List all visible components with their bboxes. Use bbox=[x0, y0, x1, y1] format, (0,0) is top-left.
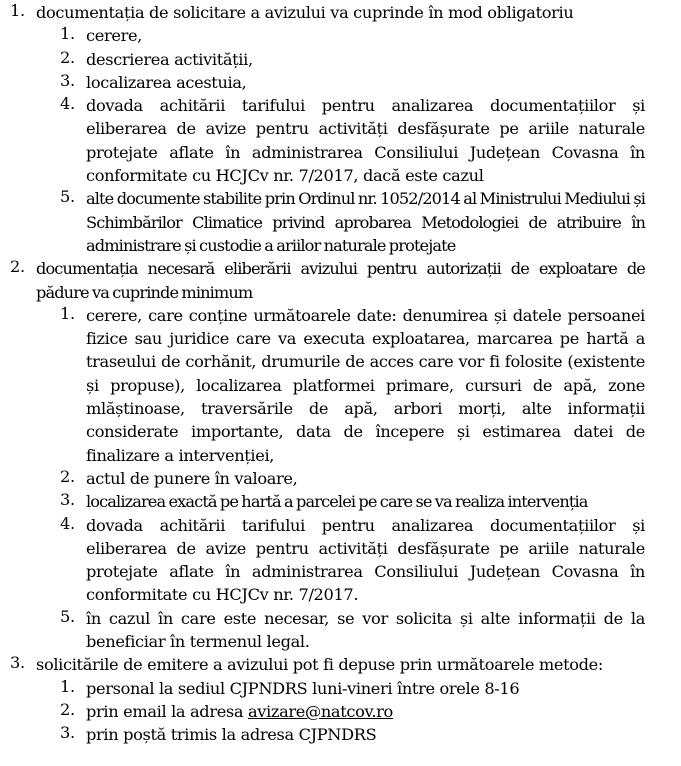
list-item bbox=[60, 490, 645, 513]
list-item bbox=[60, 676, 645, 700]
list-item bbox=[60, 24, 645, 47]
sub-list bbox=[60, 303, 645, 653]
section-text: solicitările de emitere a avizului pot fi depuse prin următoarele metode: bbox=[36, 655, 604, 675]
item-text: descrierea activității, bbox=[86, 49, 253, 69]
item-number: 2. bbox=[60, 699, 75, 719]
list-item bbox=[60, 699, 645, 723]
section-text: documentația de solicitare a avizului va cuprinde în mod obligatoriu bbox=[36, 3, 574, 22]
item-text: dovada achitării tarifului pentru analizarea documentațiilor și eliberarea de avize pentru activități desfășurate pe ariile naturale protejate aflate în administrarea Consiliului Județean Covasna în conformitate cu HCJCv nr. 7/2017. bbox=[86, 515, 645, 605]
item-number: 4. bbox=[60, 94, 75, 114]
sub-list bbox=[60, 676, 645, 747]
section-number: 1. bbox=[10, 1, 25, 20]
list-item bbox=[60, 513, 645, 607]
list-item bbox=[60, 70, 645, 94]
section-1 bbox=[0, 1, 645, 257]
email-link[interactable]: avizare@natcov.ro bbox=[248, 701, 393, 721]
item-number: 1. bbox=[60, 24, 75, 44]
item-text: localizarea exactă pe hartă a parcelei pe care se va realiza intervenția bbox=[86, 492, 588, 512]
item-number: 5. bbox=[60, 606, 75, 626]
email-prefix-text: prin email la adresa bbox=[86, 701, 248, 721]
list-item bbox=[60, 47, 645, 71]
item-text bbox=[86, 700, 645, 723]
item-number: 1. bbox=[60, 303, 75, 323]
section-3 bbox=[0, 653, 645, 746]
item-number: 1. bbox=[60, 676, 75, 696]
item-text: personal la sediul CJPNDRS luni-vineri între orele 8-16 bbox=[86, 678, 520, 698]
list-item bbox=[60, 466, 645, 490]
section-number: 2. bbox=[10, 257, 25, 277]
section-text: documentația necesară eliberării avizului pentru autorizații de exploatare de pădure va cuprinde minimum bbox=[36, 259, 645, 302]
list-item bbox=[60, 303, 645, 467]
list-item bbox=[60, 723, 645, 746]
item-number: 2. bbox=[60, 47, 75, 67]
section-number: 3. bbox=[10, 653, 25, 673]
section-2 bbox=[0, 257, 645, 653]
list-item bbox=[60, 187, 645, 257]
item-number: 3. bbox=[60, 723, 75, 743]
item-text: prin poștă trimis la adresa CJPNDRS bbox=[86, 725, 377, 745]
list-item bbox=[60, 606, 645, 654]
item-text: actul de punere în valoare, bbox=[86, 468, 298, 488]
item-text: în cazul în care este necesar, se vor solicita și alte informații de la beneficiar în termenul legal. bbox=[86, 608, 645, 652]
item-text: dovada achitării tarifului pentru analizarea documentațiilor și eliberarea de avize pentru activități desfășurate pe ariile naturale protejate aflate în administrarea Consiliului Județean Covasna în conformitate cu HCJCv nr. 7/2017, dacă este cazul bbox=[86, 96, 645, 186]
item-number: 5. bbox=[60, 187, 75, 207]
item-text: localizarea acestuia, bbox=[86, 72, 247, 92]
item-number: 3. bbox=[60, 490, 75, 510]
item-text: cerere, bbox=[86, 26, 142, 46]
sub-list bbox=[60, 24, 645, 257]
main-list bbox=[0, 1, 681, 747]
item-text: cerere, care conține următoarele date: denumirea și datele persoanei fizice sau juridice care va executa exploatarea, marcarea pe hartă a traseului de corhănit, drumurile de acces care vor fi folosite (existente și propuse), localizarea platformei primare, cursuri de apă, zone mlăștinoase, traversările de apă, arbori morți, alte informații considerate importante, data de începere și estimarea datei de finalizare a intervenției, bbox=[86, 305, 645, 465]
item-text: alte documente stabilite prin Ordinul nr. 1052/2014 al Ministrului Mediului și Schimbărilor Climatice privind aprobarea Metodologiei de atribuire în administrare și custodie a ariilor naturale protejate bbox=[86, 189, 645, 255]
item-number: 2. bbox=[60, 466, 75, 486]
item-number: 3. bbox=[60, 70, 75, 90]
item-number: 4. bbox=[60, 513, 75, 533]
list-item bbox=[60, 94, 645, 187]
